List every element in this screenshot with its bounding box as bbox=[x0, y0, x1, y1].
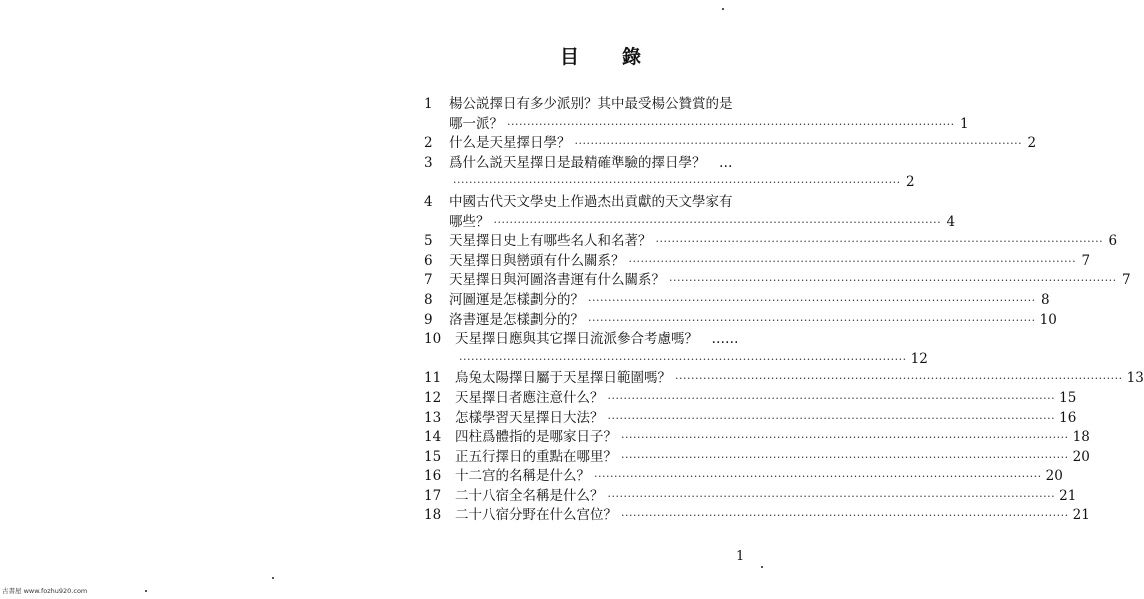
toc-entry-number: 18 bbox=[424, 507, 442, 524]
toc-entry-title: 天星擇日應與其它擇日流派參合考慮嗎？ …… bbox=[455, 331, 739, 348]
toc-entry-number: 13 bbox=[424, 409, 442, 426]
toc-entry-number: 14 bbox=[424, 429, 442, 446]
toc-entry-number: 7 bbox=[424, 272, 433, 289]
toc-entry[interactable] bbox=[424, 193, 956, 232]
left-blank-page bbox=[0, 0, 396, 599]
toc-entry-page: 13 bbox=[1126, 370, 1144, 387]
dot-leader bbox=[608, 389, 1056, 409]
toc-entry-page: 2 bbox=[906, 174, 915, 191]
toc-entry[interactable] bbox=[424, 409, 1077, 429]
toc-entry[interactable] bbox=[424, 467, 1063, 487]
dot-leader bbox=[621, 428, 1069, 448]
toc-entry-number: 6 bbox=[424, 252, 433, 269]
toc-entry-title: 哪些？ bbox=[449, 213, 490, 230]
toc-entry-number: 9 bbox=[424, 311, 433, 328]
toc-entry[interactable] bbox=[424, 154, 915, 193]
toc-entry-number: 11 bbox=[424, 370, 442, 387]
dot-leader bbox=[656, 232, 1104, 252]
toc-entry[interactable] bbox=[424, 232, 1118, 252]
toc-entry-number: 2 bbox=[424, 135, 433, 152]
toc-entry-page: 21 bbox=[1059, 487, 1077, 504]
toc-entry[interactable] bbox=[424, 291, 1050, 311]
toc-entry-page: 20 bbox=[1072, 448, 1090, 465]
toc-entry-number: 4 bbox=[424, 193, 433, 210]
paper-speck bbox=[761, 566, 763, 568]
toc-entry-title: 正五行擇日的重點在哪里？ bbox=[455, 448, 617, 465]
toc-entry-title: 天星擇日與巒頭有什么關系？ bbox=[449, 252, 625, 269]
toc-entry-page: 10 bbox=[1039, 311, 1057, 328]
table-of-contents bbox=[424, 95, 1144, 526]
toc-entry[interactable] bbox=[424, 389, 1077, 409]
page-number: 1 bbox=[736, 549, 745, 564]
dot-leader bbox=[453, 173, 901, 193]
toc-title-char: 目 bbox=[560, 46, 580, 68]
toc-entry[interactable] bbox=[424, 271, 1131, 291]
dot-leader bbox=[629, 252, 1077, 272]
toc-entry[interactable] bbox=[424, 311, 1057, 331]
toc-entry-page: 8 bbox=[1041, 291, 1050, 308]
toc-entry-number: 17 bbox=[424, 487, 442, 504]
toc-entry-page: 15 bbox=[1059, 389, 1077, 406]
dot-leader bbox=[588, 291, 1036, 311]
toc-entry-number: 10 bbox=[424, 331, 442, 348]
toc-entry-title: 四柱爲體指的是哪家日子？ bbox=[455, 429, 617, 446]
toc-entry-page: 1 bbox=[960, 115, 969, 132]
toc-entry-title: 什么是天星擇日學？ bbox=[449, 135, 571, 152]
toc-entry-number: 1 bbox=[424, 96, 433, 112]
toc-entry[interactable] bbox=[424, 428, 1090, 448]
toc-entry-title: 二十八宿分野在什么宫位？ bbox=[455, 507, 617, 524]
toc-entry-title: 爲什么説天星擇日是最精確準驗的擇日學？ … bbox=[449, 154, 733, 171]
toc-entry[interactable] bbox=[424, 487, 1077, 507]
toc-entry-page: 16 bbox=[1059, 409, 1077, 426]
toc-page bbox=[396, 0, 1144, 599]
toc-entry[interactable] bbox=[424, 95, 969, 134]
paper-speck bbox=[722, 8, 724, 10]
toc-entry-title: 怎樣學習天星擇日大法？ bbox=[455, 409, 604, 426]
toc-entry-number: 3 bbox=[424, 154, 433, 171]
toc-entry[interactable] bbox=[424, 506, 1090, 526]
toc-entry-page: 21 bbox=[1072, 507, 1090, 524]
toc-entry-title: 天星擇日者應注意什么？ bbox=[455, 389, 604, 406]
toc-entry[interactable] bbox=[424, 448, 1090, 468]
toc-entry-page: 12 bbox=[910, 350, 928, 367]
toc-entry-title: 天星擇日史上有哪些名人和名著？ bbox=[449, 233, 652, 250]
toc-entry[interactable] bbox=[424, 252, 1091, 272]
toc-entry-title: 河圖運是怎樣劃分的？ bbox=[449, 291, 584, 308]
toc-entry-page: 7 bbox=[1122, 272, 1131, 289]
toc-entry-title: 中國古代天文學史上作過杰出貢獻的天文學家有 bbox=[449, 193, 733, 210]
dot-leader bbox=[675, 369, 1123, 389]
toc-title-char: 錄 bbox=[622, 46, 642, 68]
dot-leader bbox=[608, 409, 1056, 429]
dot-leader bbox=[621, 506, 1069, 526]
dot-leader bbox=[459, 350, 907, 370]
toc-entry-number: 16 bbox=[424, 468, 442, 485]
toc-entry-page: 6 bbox=[1108, 233, 1118, 250]
toc-entry-page: 20 bbox=[1045, 468, 1063, 485]
dot-leader bbox=[621, 448, 1069, 468]
toc-entry-number: 12 bbox=[424, 389, 442, 406]
toc-entry[interactable] bbox=[424, 369, 1144, 389]
dot-leader bbox=[608, 487, 1056, 507]
toc-entry-title: 哪一派？ bbox=[449, 115, 503, 132]
dot-leader bbox=[507, 115, 955, 135]
toc-entry[interactable] bbox=[424, 330, 928, 369]
toc-entry-title: 天星擇日與河圖洛書運有什么關系？ bbox=[449, 272, 665, 289]
toc-entry-number: 8 bbox=[424, 291, 433, 308]
toc-entry-page: 7 bbox=[1081, 252, 1091, 269]
toc-entry-title: 烏兔太陽擇日屬于天星擇日範圍嗎？ bbox=[455, 370, 671, 387]
toc-entry-page: 2 bbox=[1027, 135, 1037, 152]
dot-leader bbox=[588, 311, 1036, 331]
toc-entry-title: 二十八宿全名稱是什么？ bbox=[455, 487, 604, 504]
toc-entry-number: 15 bbox=[424, 448, 442, 465]
toc-entry-title: 楊公説擇日有多少派别？其中最受楊公贊賞的是 bbox=[449, 96, 733, 112]
watermark: 古書屋 www.fozhu920.com bbox=[2, 587, 88, 595]
toc-entry-page: 18 bbox=[1072, 429, 1090, 446]
dot-leader bbox=[575, 134, 1023, 154]
toc-entry[interactable] bbox=[424, 134, 1037, 154]
toc-title bbox=[560, 42, 641, 69]
dot-leader bbox=[669, 271, 1117, 291]
toc-entry-title: 洛書運是怎樣劃分的？ bbox=[449, 311, 584, 328]
toc-entry-title: 十二宫的名稱是什么？ bbox=[455, 468, 590, 485]
dot-leader bbox=[494, 213, 942, 233]
toc-entry-page: 4 bbox=[946, 213, 956, 230]
paper-speck bbox=[272, 577, 274, 579]
toc-entry-number: 5 bbox=[424, 233, 433, 250]
paper-speck bbox=[145, 590, 147, 592]
dot-leader bbox=[594, 467, 1042, 487]
